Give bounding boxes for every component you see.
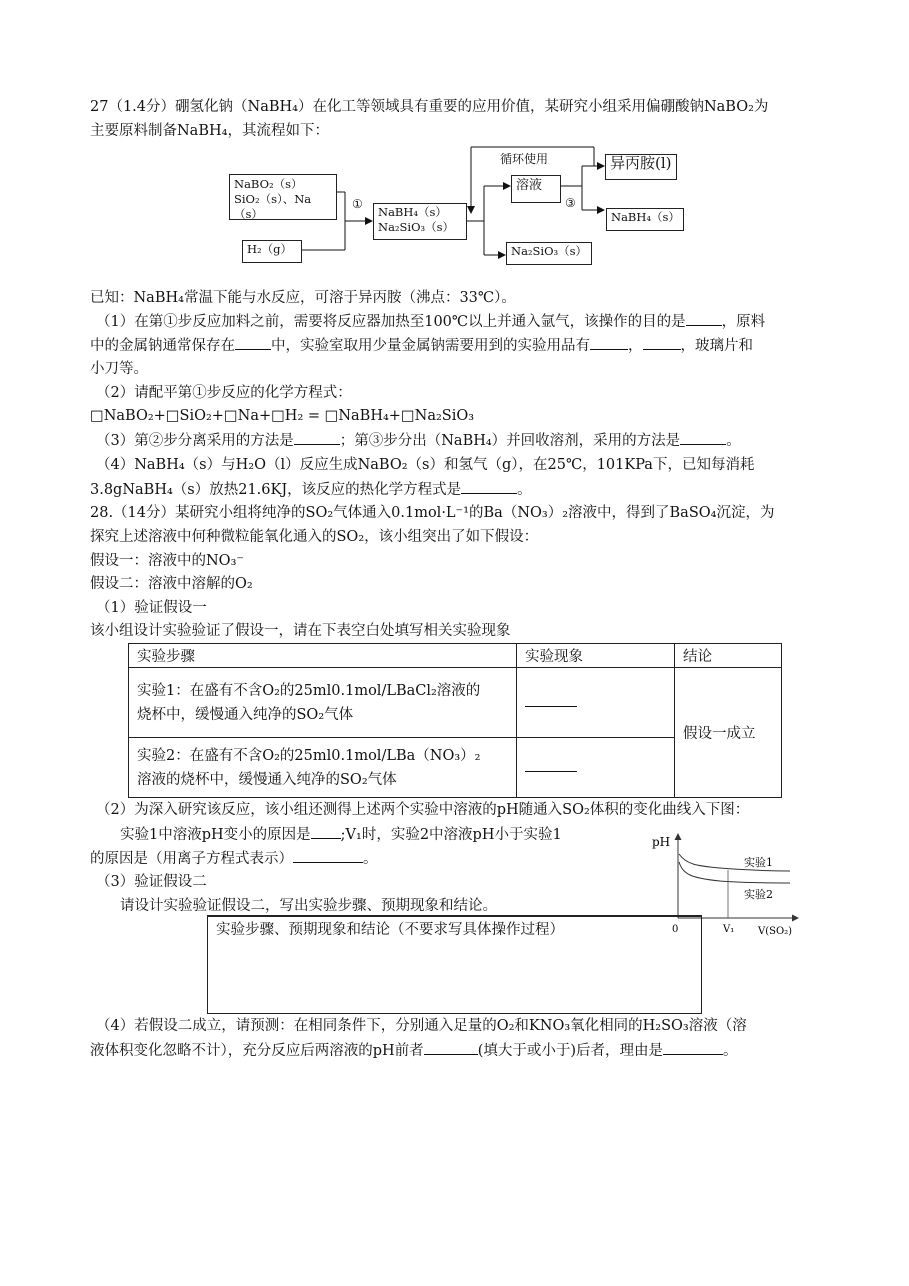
- q28-s4-d: 。: [723, 1043, 738, 1059]
- q28-section2: （2）为深入研究该反应，该小组还测得上述两个实验中溶液的pH随通入SO₂体积的变化曲线入下图：: [96, 802, 750, 818]
- q28-s2-c: 的原因是（用离子方程式表示）: [90, 851, 293, 867]
- chart-v1-label: V₁: [723, 924, 735, 935]
- answer-blank-purpose[interactable]: [686, 311, 722, 326]
- q28-line1: 28.（14分）某研究小组将纯净的SO₂气体通入0.1mol·L⁻¹的Ba（NO₃）₂溶液中，得到了BaSO₄沉淀，为: [90, 505, 775, 521]
- product-mix-box: [373, 203, 467, 240]
- series-line-exp1: [679, 854, 790, 871]
- exp2-step-line1: 实验2：在盛有不含O₂的25ml0.1mol/LBa（NO₃）₂: [137, 747, 481, 764]
- table-header-conclusion: 结论: [675, 644, 782, 668]
- exp1-step-line2: 烧杯中，缓慢通入纯净的SO₂气体: [137, 706, 354, 723]
- q28-section3-desc: 请设计实验验证假设二，写出实验步骤、预期现象和结论。: [120, 898, 497, 914]
- q28-s4-c: (填大于或小于)后者，理由是: [477, 1043, 664, 1059]
- exp2-step-line2: 溶液的烧杯中，缓慢通入纯净的SO₂气体: [137, 771, 397, 788]
- q27-part3: [96, 430, 741, 451]
- table-row-exp1-phenomenon: [517, 668, 675, 738]
- answer-blank-ionic-eq[interactable]: [293, 848, 363, 863]
- product-na2sio3: Na₂SiO₃（s）: [378, 220, 455, 234]
- hypothesis-1: 假设一：溶液中的NO₃⁻: [90, 553, 245, 569]
- chart-series-label-exp1: 实验1: [744, 856, 773, 869]
- q27-part2: （2）请配平第①步反应的化学方程式：: [96, 385, 352, 401]
- q27-p1-d: 中，实验室取用少量金属钠需要用到的实验用品有: [271, 338, 590, 354]
- answer-blank-storage[interactable]: [235, 335, 271, 350]
- q27-p4-b: 3.8gNaBH₄（s）放热21.6KJ，该反应的热化学方程式是: [90, 482, 462, 498]
- na2sio3-product-box: Na₂SiO₃（s）: [506, 242, 592, 265]
- reactant-sio2-na: SiO₂（s）、Na（s）: [234, 192, 312, 221]
- answer-blank-method2[interactable]: [294, 430, 340, 445]
- table-row-exp1-steps: [129, 668, 517, 738]
- reactant-nabo2: NaBO₂（s）: [234, 177, 303, 191]
- q27-part1-line2: [90, 335, 753, 356]
- exp1-step-line1: 实验1：在盛有不含O₂的25ml0.1mol/LBaCl₂溶液的: [137, 682, 481, 699]
- answer-blank-exp2-phenomenon[interactable]: [525, 771, 577, 772]
- q28-section1-desc: 该小组设计实验验证了假设一，请在下表空白处填写相关实验现象: [90, 623, 511, 639]
- table-conclusion-cell: 假设一成立: [675, 668, 782, 798]
- q27-p3-b: ；第③步分出（NaBH₄）并回收溶剂，采用的方法是: [339, 433, 681, 449]
- q27-p3-a: （3）第②步分离采用的方法是: [96, 433, 294, 449]
- q28-section1: （1）验证假设一: [96, 600, 207, 616]
- answer-blank-ph-compare[interactable]: [424, 1040, 478, 1055]
- q27-p1-f: ，玻璃片和: [680, 338, 753, 354]
- experiment-table: [128, 643, 782, 798]
- answer-blank-ph-reason[interactable]: [311, 824, 341, 839]
- q28-section2-line2: [120, 824, 562, 845]
- answer-box-caption: 实验步骤、预期现象和结论（不要求写具体操作过程）: [216, 922, 564, 938]
- reactants-box: [229, 174, 337, 220]
- q28-s2-d: 。: [363, 851, 378, 867]
- q27-equation: □NaBO₂+□SiO₂+□Na+□H₂ = □NaBH₄+□Na₂SiO₃: [90, 408, 475, 424]
- chart-origin-label: 0: [672, 924, 679, 935]
- q27-line2: 主要原料制备NaBH₄，其流程如下：: [90, 123, 329, 139]
- q27-part4-line2: [90, 479, 532, 500]
- q27-p1-b: ，原料: [721, 314, 766, 330]
- table-header-steps: 实验步骤: [129, 644, 517, 668]
- chart-series-label-exp2: 实验2: [744, 888, 773, 901]
- q28-s2-b: ;V₁时，实验2中溶液pH小于实验1: [340, 827, 562, 843]
- flow-diagram-lines: [0, 0, 909, 290]
- h2-box: H₂（g）: [242, 240, 302, 263]
- table-header-phenomenon: 实验现象: [517, 644, 675, 668]
- q27-line1: 27（1.4分）硼氢化钠（NaBH₄）在化工等领域具有重要的应用价值，某研究小组采用偏硼酸钠NaBO₂为: [90, 99, 769, 115]
- answer-blank-item1[interactable]: [590, 335, 628, 350]
- q28-section4-line2: [90, 1040, 738, 1061]
- q28-section3: （3）验证假设二: [96, 874, 207, 890]
- answer-blank-item2[interactable]: [643, 335, 681, 350]
- answer-blank-reason[interactable]: [663, 1040, 723, 1055]
- answer-box-hypothesis2[interactable]: [207, 915, 702, 1014]
- table-row-exp2-steps: [129, 738, 517, 798]
- q28-line2: 探究上述溶液中何种微粒能氧化通入的SO₂，该小组突出了如下假设：: [90, 529, 539, 545]
- q28-s4-a: （4）若假设二成立，请预测：在相同条件下，分别通入足量的O₂和KNO₃氧化相同的H₂SO₃溶液（溶: [96, 1018, 747, 1034]
- q28-s4-b: 液体积变化忽略不计），充分反应后两溶液的pH前者: [90, 1043, 424, 1059]
- q27-p1-e: ，: [628, 338, 643, 354]
- q27-p4-a: （4）NaBH₄（s）与H₂O（l）反应生成NaBO₂（s）和氢气（g），在25℃，101KPa下，已知每消耗: [96, 457, 755, 473]
- hypothesis-2: 假设二：溶液中溶解的O₂: [90, 576, 253, 592]
- q28-section2-line3: [90, 848, 378, 869]
- table-row-exp2-phenomenon: [517, 738, 675, 798]
- q27-p1-g: 小刀等。: [90, 361, 148, 377]
- chart-y-label: pH: [652, 835, 671, 849]
- answer-blank-thermo-eq[interactable]: [461, 479, 517, 494]
- q28-s2-a: 实验1中溶液pH变小的原因是: [120, 827, 311, 843]
- q27-known: 已知：NaBH₄常温下能与水反应，可溶于异丙胺（沸点：33℃）。: [90, 290, 516, 306]
- q27-p4-c: 。: [517, 482, 532, 498]
- isopropylamine-box: 异丙胺(l): [605, 154, 677, 180]
- answer-blank-exp1-phenomenon[interactable]: [525, 706, 577, 707]
- step3-label: ③: [565, 196, 576, 210]
- q27-p1-c: 中的金属钠通常保存在: [90, 338, 235, 354]
- q27-p1-a: （1）在第①步反应加料之前，需要将反应器加热至100℃以上并通入氩气，该操作的目的是: [96, 314, 686, 330]
- nabh4-product-box: NaBH₄（s）: [606, 208, 684, 231]
- q27-p3-c: 。: [726, 433, 741, 449]
- chart-x-label: V(SO₂): [758, 926, 793, 937]
- step1-label: ①: [352, 197, 363, 211]
- answer-blank-method3[interactable]: [680, 430, 726, 445]
- q27-part1-line1: [96, 311, 765, 332]
- product-nabh4: NaBH₄（s）: [378, 205, 447, 219]
- recycle-label: 循环使用: [500, 152, 549, 166]
- solution-box: 溶液: [511, 175, 561, 203]
